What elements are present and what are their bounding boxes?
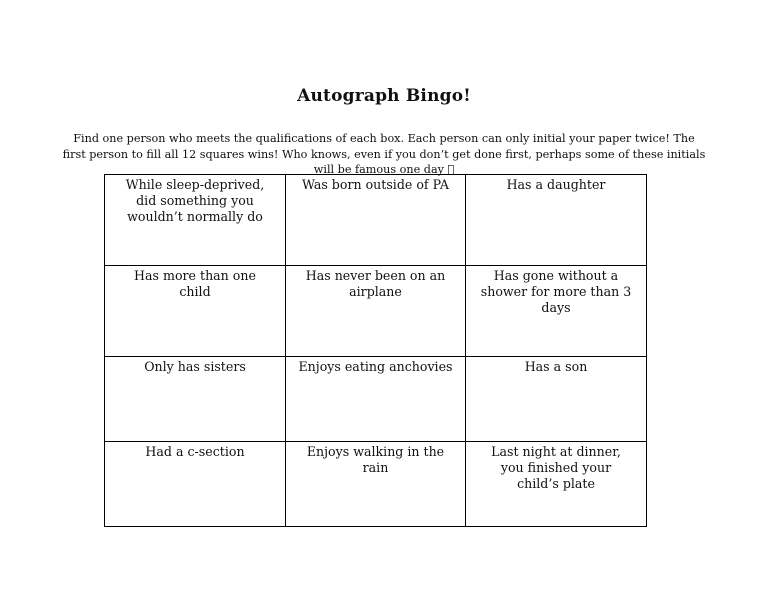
bingo-square: Was born outside of PA [286, 175, 466, 266]
bingo-square: Has never been on an airplane [286, 266, 466, 357]
bingo-square: While sleep-deprived, did something you wouldn’t normally do [105, 175, 286, 266]
instructions-paragraph: Find one person who meets the qualifications of each box. Each person can only initial your paper twice! The first person to fill all 12 squares wins! Who knows, even if you don’t get done first, perhaps some of these initials will be famous one day [62, 132, 706, 176]
bingo-square: Had a c-section [105, 442, 286, 527]
page-title: Autograph Bingo! [297, 86, 471, 106]
bingo-grid [104, 174, 647, 527]
bingo-row [105, 442, 647, 527]
bingo-square: Has a son [466, 357, 647, 442]
bingo-row [105, 357, 647, 442]
bingo-row [105, 175, 647, 266]
bingo-square: Has more than one child [105, 266, 286, 357]
bingo-square: Enjoys walking in the rain [286, 442, 466, 527]
bingo-square: Enjoys eating anchovies [286, 357, 466, 442]
bingo-row [105, 266, 647, 357]
bingo-square: Has a daughter [466, 175, 647, 266]
bingo-square: Only has sisters [105, 357, 286, 442]
bingo-square: Has gone without a shower for more than 3 days [466, 266, 647, 357]
bingo-square: Last night at dinner, you finished your child’s plate [466, 442, 647, 527]
